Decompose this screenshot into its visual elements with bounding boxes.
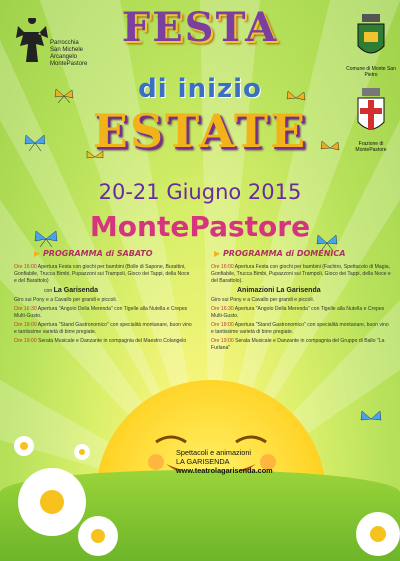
sunday-heading-text: PROGRAMMA di DOMENICA [222, 249, 346, 258]
comune-shield-icon [354, 12, 388, 64]
program-time: Ore 16:00 [14, 264, 37, 270]
program-item [211, 287, 391, 295]
angel-silhouette-icon [14, 18, 50, 66]
program-highlight: Animazioni La Garisenda [237, 287, 321, 294]
butterfly-icon [320, 140, 340, 156]
program-text: Serata Musicale e Danzante in compagnia del Gruppo di Ballo "La Furlana" [211, 338, 385, 351]
bullet-icon: ▶ [34, 249, 43, 258]
butterfly-icon [286, 90, 306, 106]
sunday-program [211, 264, 391, 354]
program-item [211, 338, 391, 352]
butterfly-icon [24, 134, 46, 152]
butterfly-icon [54, 88, 74, 104]
program-item [211, 322, 391, 336]
program-item [14, 264, 192, 285]
program-item [14, 306, 192, 320]
parish-line: Parrocchia [50, 40, 79, 46]
program-time: Ore 16:00 [211, 264, 234, 270]
program-item [211, 297, 391, 304]
program-highlight: La Garisenda [53, 287, 98, 294]
title-festa: FESTA [121, 4, 279, 51]
footer-line: Spettacoli e animazioni [176, 448, 252, 457]
frazione-line: Frazione di [358, 141, 384, 147]
program-time: Ore 18:00 [14, 322, 37, 328]
event-date: 20-21 Giugno 2015 [98, 180, 302, 204]
frazione-label [346, 141, 396, 153]
title-estate: ESTATE [92, 104, 308, 158]
daisy-cluster [2, 432, 132, 561]
program-item [14, 297, 192, 304]
saturday-heading [34, 249, 153, 258]
program-item [211, 264, 391, 285]
program-text: Apertura Festa con giochi per bambini (Fachiro, Spettacolo di Magia, Gonfiabile, Trucca Bimbi, Pupazzoni sui Trampoli, Gioco dei Tappi, della Noce e del Barattolo). [211, 264, 391, 284]
program-time: Ore 18:00 [211, 322, 234, 328]
program-time: Ore 19:00 [211, 338, 234, 344]
daisy-icon [78, 516, 118, 556]
program-item [211, 306, 391, 320]
parish-line: MontePastore [50, 61, 88, 67]
footer-credits [176, 448, 273, 475]
parish-line: Arcangelo [50, 54, 78, 60]
butterfly-icon [86, 150, 104, 164]
butterfly-icon [360, 410, 382, 428]
event-place: MontePastore [89, 210, 311, 243]
sunday-heading [214, 249, 345, 258]
footer-url[interactable]: www.teatrolagarisenda.com [176, 466, 273, 475]
daisy-icon [74, 444, 90, 460]
program-text: Apertura "Angolo Della Merenda" con Tigelle alla Nutella e Crepes Multi-Gusto. [14, 306, 188, 319]
program-text: Apertura Festa con giochi per bambini (Bolle di Sapone, Burattini, Gonfiabile, Trucca Bimbi, Pupazzoni sui Trampoli, Gioco dei Tappi, della Noce e del Barattolo) [14, 264, 190, 284]
program-text: Giro sui Pony e a Cavallo per grandi e piccoli. [14, 297, 118, 303]
program-time: Ore 19:00 [14, 338, 37, 344]
footer-line: LA GARISENDA [176, 457, 230, 466]
daisy-icon [14, 436, 34, 456]
program-time: Ore 16:30 [14, 306, 37, 312]
program-text: Giro sui Pony e a Cavallo per grandi e piccoli. [211, 297, 315, 303]
saturday-program [14, 264, 192, 347]
daisy-icon [356, 512, 400, 556]
program-item [14, 287, 192, 295]
program-text: Apertura "Angolo Della Merenda" con Tigelle alla Nutella e Crepes Multi-Gusto. [211, 306, 385, 319]
daisy-cluster-right [340, 500, 400, 561]
comune-label: Comune di Monte San Pietro [346, 66, 396, 78]
frazione-shield-icon [356, 86, 386, 138]
daisy-icon [18, 468, 86, 536]
program-text: Apertura "Stand Gastronomico" con specialità montanare, buon vino e tantissime varietà di birre pregiate. [14, 322, 192, 335]
program-text: Apertura "Stand Gastronomico" con specialità montanare, buon vino e tantissime varietà di birre pregiate. [211, 322, 389, 335]
program-time: Ore 16:30 [211, 306, 234, 312]
frazione-line: MontePastore [355, 147, 387, 153]
bullet-icon: ▶ [214, 249, 223, 258]
parish-line: San Michele [50, 47, 84, 53]
saturday-heading-text: PROGRAMMA di SABATO [42, 249, 153, 258]
program-item [14, 322, 192, 336]
program-text: con [44, 288, 53, 294]
program-item [14, 338, 192, 345]
title-di-inizio: di inizio [138, 74, 262, 104]
program-text: Serata Musicale e Danzante in compagnia del Maestro Colangelo [38, 338, 187, 344]
